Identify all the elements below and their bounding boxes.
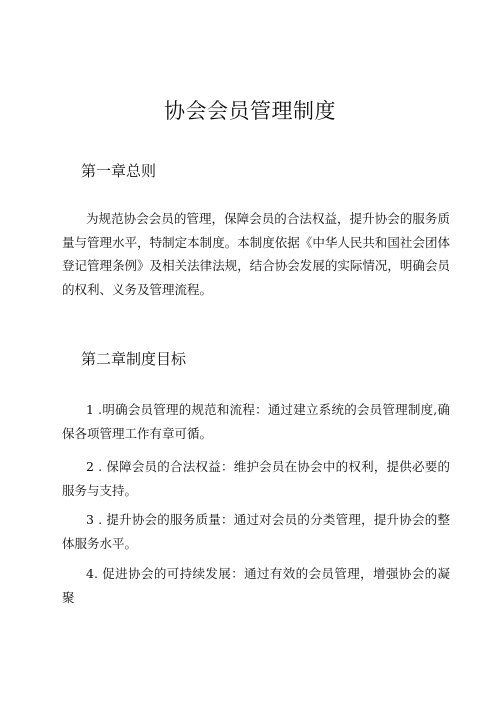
goal-item-1: 1 .明确会员管理的规范和流程：通过建立系统的会员管理制度,确保各项管理工作有章可循。 bbox=[62, 402, 450, 441]
goal-item-4: 4. 促进协会的可持续发展：通过有效的会员管理，增强协会的凝聚 bbox=[62, 566, 450, 605]
chapter-2-item-1 bbox=[62, 398, 450, 445]
chapter-1-paragraph-1: 为规范协会会员的管理，保障会员的合法权益，提升协会的服务质量与管理水平，特制定本制度。本制度依据《中华人民共和国社会团体登记管理条例》及相关法律法规，结合协会发展的实际情况，明确会员的权利、义务及管理流程。 bbox=[62, 211, 450, 297]
chapter-2-heading: 第二章制度目标 bbox=[81, 350, 187, 368]
goal-item-2: 2 . 保障会员的合法权益：维护会员在协会中的权利，提供必要的服务与支持。 bbox=[62, 459, 450, 498]
chapter-2-item-2 bbox=[62, 455, 450, 502]
chapter-2-item-4 bbox=[62, 562, 450, 609]
goal-item-3: 3 . 提升协会的服务质量：通过对会员的分类管理，提升协会的整体服务水平。 bbox=[62, 512, 450, 551]
chapter-1-body bbox=[62, 207, 450, 301]
chapter-1-heading: 第一章总则 bbox=[81, 162, 157, 180]
chapter-2-item-3 bbox=[62, 508, 450, 555]
document-title: 协会会员管理制度 bbox=[164, 99, 336, 123]
